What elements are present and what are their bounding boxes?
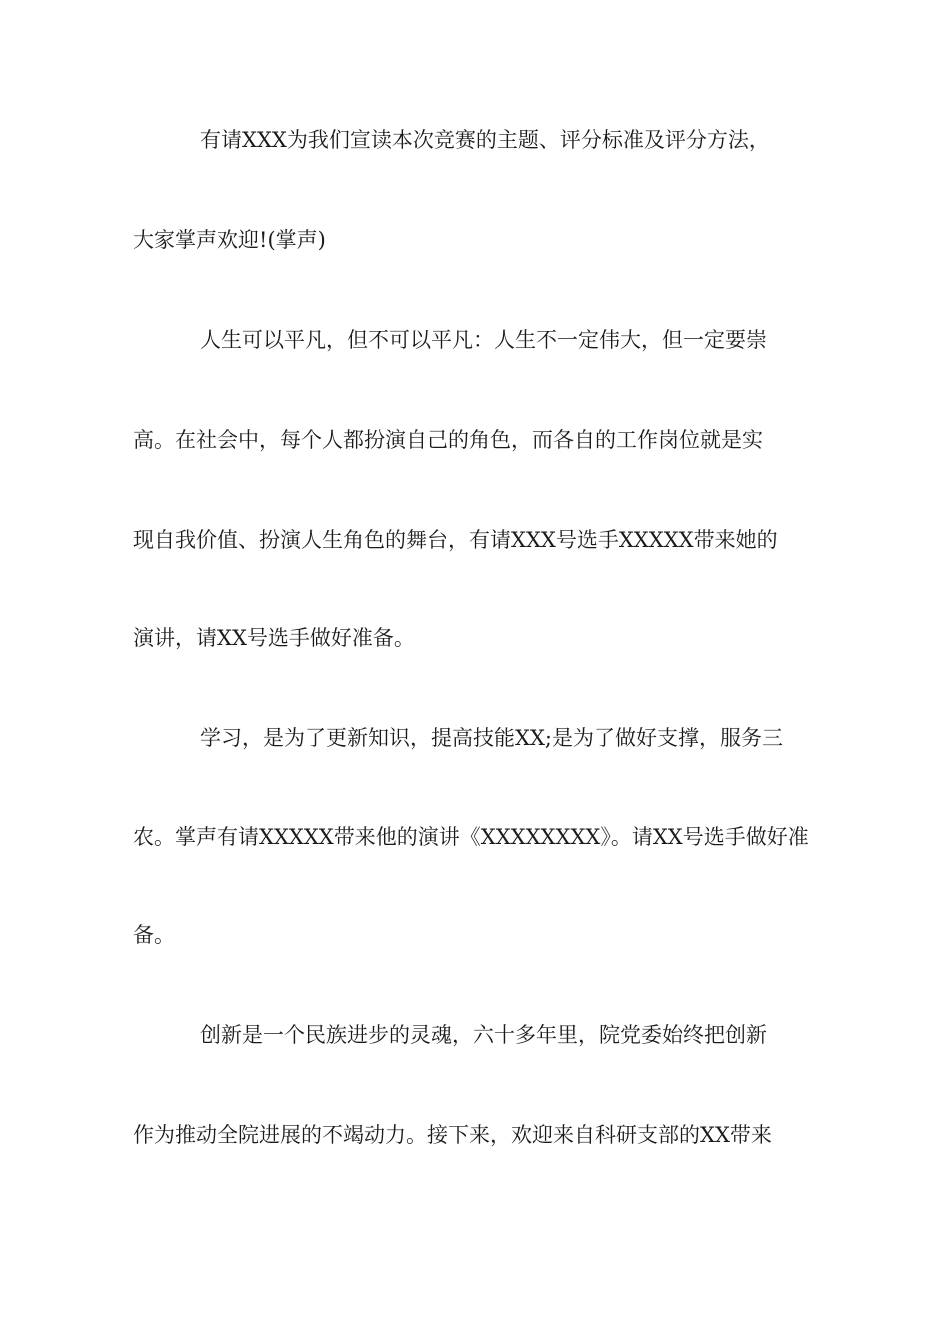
paragraph-3-line-3: 备。 [133,923,175,947]
paragraph-1-line-2: 大家掌声欢迎!(掌声) [133,228,326,252]
paragraph-3-line-1: 学习，是为了更新知识，提高技能XX;是为了做好支撑，服务三 [200,726,783,750]
paragraph-2-line-3: 现自我价值、扮演人生角色的舞台，有请XXX号选手XXXXX带来她的 [133,528,778,552]
paragraph-4-line-2: 作为推动全院进展的不竭动力。接下来，欢迎来自科研支部的XX带来 [133,1123,772,1147]
paragraph-2-line-4: 演讲，请XX号选手做好准备。 [133,626,415,650]
paragraph-1-line-1: 有请XXX为我们宣读本次竞赛的主题、评分标准及评分方法， [200,128,770,152]
paragraph-2-line-1: 人生可以平凡，但不可以平凡：人生不一定伟大，但一定要崇 [200,328,767,352]
paragraph-2-line-2: 高。在社会中，每个人都扮演自己的角色，而各自的工作岗位就是实 [133,428,763,452]
paragraph-4-line-1: 创新是一个民族进步的灵魂，六十多年里，院党委始终把创新 [200,1023,767,1047]
paragraph-3-line-2: 农。掌声有请XXXXX带来他的演讲《XXXXXXXX》。请XX号选手做好准 [133,825,809,849]
